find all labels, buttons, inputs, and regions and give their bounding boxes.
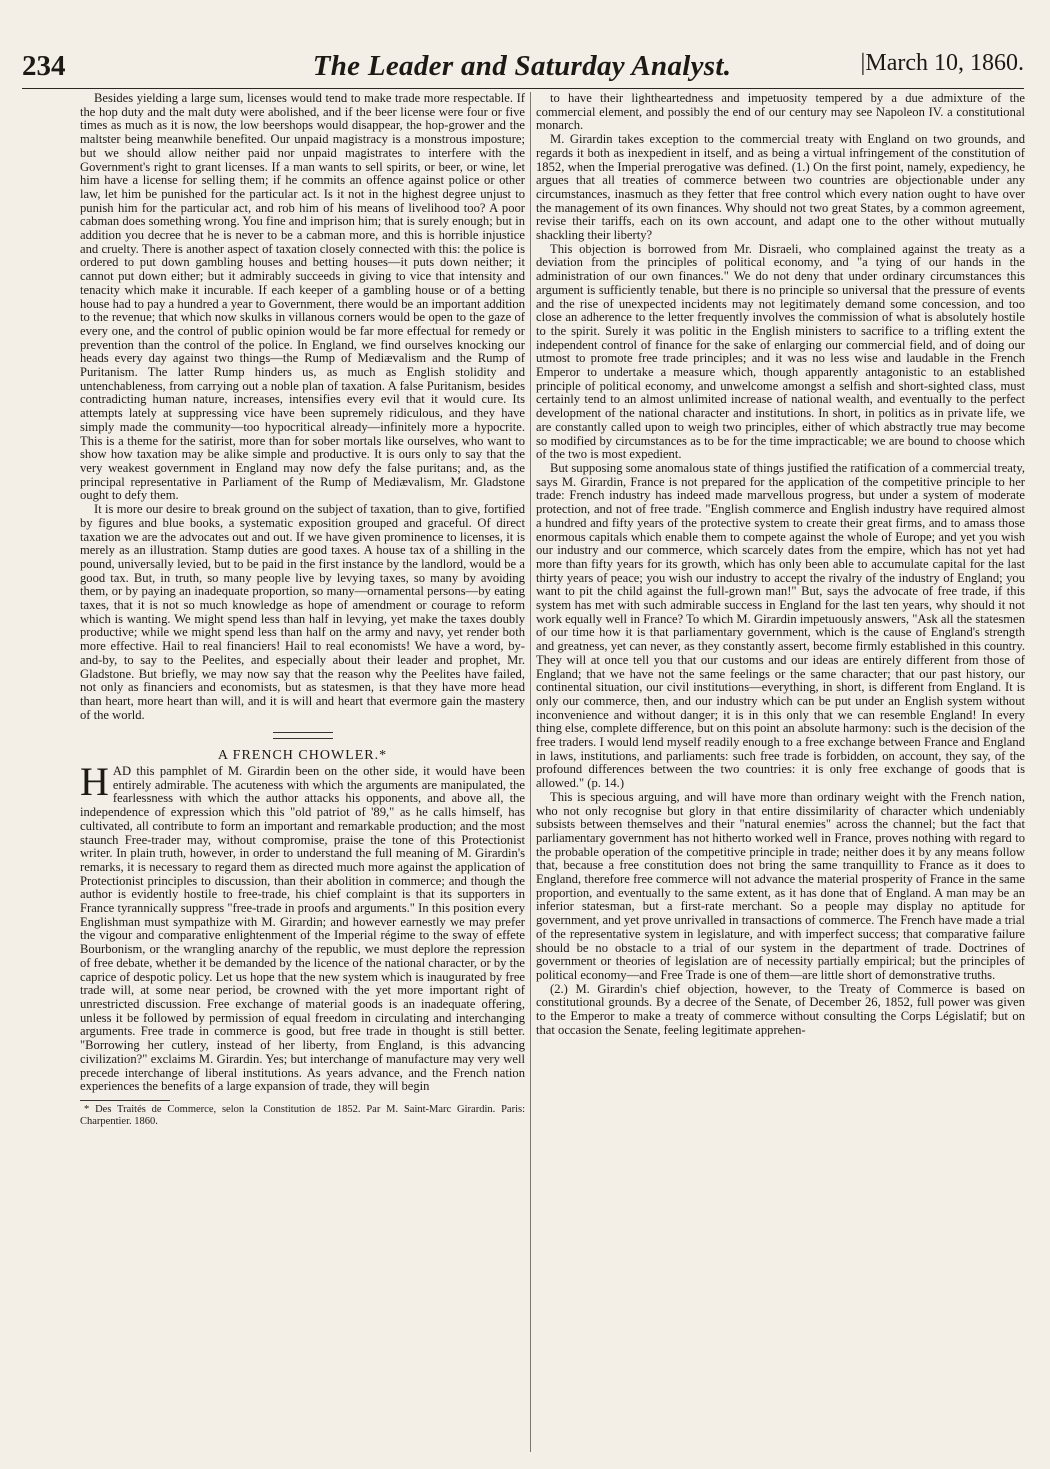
right-paragraph-4: But supposing some anomalous state of things justified the ratification of a commercial treaty, says M. Girardin, France is not prepared for the application of the competitive principle to her trade: French industry has indeed made marvellous progress, but under a system of moderate protection, and not of free trade. "English commerce and English industry have required almost a hundred and fifty years of the protective system to create their great firms, and to amass those enormous capitals which enable them to compete against the whole of Europe; and yet you wish our industry and our commerce, which scarcely dates from the empire, which has not yet had more than fifty years for its growth, which has only been able to accumulate capital for the last thirty years of peace; you wish our industry to accept the rivalry of the industry of England; you want to pit the child against the full-grown man!" But, says the advocate of free trade, if this system has met with such admirable success in England for the last ten years, why should it not work equally well in France? To which M. Girardin impetuously answers, "Ask all the statesmen of our time how it is that parliamentary government, which is the cause of England's strength and greatness, yet can never, as they constantly assert, become firmly established in this country. They will at once tell you that our customs and our ideas are entirely different from those of England; that we have not the same feelings or the same character; that our past history, our continental situation, our civil institutions—everything, in short, is different from England. It is only our commerce, then, and our industry which can be put under an English system without inconvenience and without danger; it is in this only that we can resemble England! In every thing else, complete difference, but on this point an absolute harmony: such is the decision of the free traders. I would lend myself readily enough to a free exchange between France and England in laws, institutions, and parliaments: such free trade is forbidden, on account, they say, of the profound differences between the two countries: it is only free exchange of goods that is allowed." (p. 14.)	[536, 460, 1025, 791]
section-divider	[273, 732, 333, 739]
footnote	[80, 1104, 525, 1128]
right-paragraph-5: This is specious arguing, and will have more than ordinary weight with the French nation, who not only recognise but glory in that entire dissimilarity of character which undeniably subsists between themselves and their "natural enemies" across the channel; but the fact that parliamentary government has not hitherto worked well in France, proves nothing with regard to the probable operation of the competitive principle in trade; neither does it by any means follow that, because a free constitution does not bring the same tranquillity to France as it does to England, therefore free commerce will not advance the material prosperity of France in the same proportion, and eventually to the same extent, as it has done that of England. A man may be an inferior statesman, but a first-rate merchant. So a people may display no aptitude for government, and yet prove unrivalled in transactions of commerce. The French have made a trial of the representative system in legislature, and with imperfect success; that comparative failure should be no obstacle to a trial of our system in the department of trade. Doctrines of government or theories of legislation are of necessity partially empirical; but the principles of political economy—and Free Trade is one of them—are little short of demonstrative truths.	[536, 789, 1025, 982]
right-column	[536, 92, 1025, 1459]
right-paragraph-1: to have their lightheartedness and impetuosity tempered by a due admixture of the commercial element, and possibly the end of our century may see Napoleon IV. a constitutional monarch.	[536, 92, 1025, 133]
left-column	[80, 92, 525, 1459]
footnote-text: * Des Traités de Commerce, selon la Constitution de 1852. Par M. Saint-Marc Girardin. Paris: Charpentier. 1860.	[80, 1103, 525, 1127]
column-rule	[530, 92, 531, 1452]
left-paragraph-2: It is more our desire to break ground on the subject of taxation, than to give, fortified by figures and blue books, a systematic exposition grouped and graceful. Of direct taxation we are the advocates out and out. If we have given prominence to licenses, it is merely as an illustration. Stamp duties are good taxes. A house tax of a shilling in the pound, universally levied, but to be paid in the first instance by the landlord, would be a good tax. But, in truth, so many people live by levying taxes, so many by avoiding them, or by paying an inadequate proportion, so many—ornamental persons—by eating taxes, that it is not so much knowledge as hope of amendment or courage to reform which is wanting. We might spend less than half in levying, yet make the taxes doubly productive; while we might spend less than half on the army and navy, yet render both more effective. Hail to real financiers! Hail to real economists! We have a word, by-and-by, to say to the Peelites, and especially about their leader and prophet, Mr. Gladstone. But briefly, we may now say that the reason why the Peelites have failed, not only as financiers and economists, but as statesmen, is that they have more head than heart, more heart than will, and it is will and heart that evermore gain the mastery of the world.	[80, 502, 525, 722]
article-first-text: AD this pamphlet of M. Girardin been on the other side, it would have been entirely admirable. The acuteness with which the arguments are manipulated, the fearlessness with which the author attacks his opponents, and above all, the independence of expression which this "old patriot of '89," as he calls himself, has cultivated, all contribute to form an important and remarkable production; and the most staunch Free-trader may, without compromise, praise the tone of this Protectionist writer. In plain truth, however, in order to understand the full meaning of M. Girardin's remarks, it is necessary to regard them as directed much more against the application of Protectionist principles to discussion, than their abolition in commerce; and though the author is evidently hostile to free-trade, his chief complaint is that its supporters in France tyrannically suppress "free-trade in proofs and arguments." In this position every Englishman must sympathize with M. Girardin; and however earnestly we may prefer the vigour and comparative enlightenment of the Imperial régime to the sway of effete Bourbonism, or the wrangling anarchy of the republic, we must deplore the repression of free debate, whether it be demanded by the licence of the national character, or by the caprice of despotic policy. Let us hope that the new system which is inaugurated by free trade will, at some near period, be crowned with the yet more important right of unrestricted discussion. Free exchange of material goods is an inadequate offering, unless it be followed by permission of equal freedom in circulating and interchanging arguments. Free trade in commerce is good, but free trade in thought is still better. "Borrowing her cutlery, instead of her liberty, from England, is this advancing civilization?" exclaims M. Girardin. Yes; but interchange of manufacture may very well precede interchange of liberal institutions. As years advance, and the French nation experiences the benefits of a large expansion of trade, they will begin	[80, 764, 525, 1094]
page-header	[22, 48, 1024, 89]
drop-cap: H	[80, 759, 109, 805]
left-paragraph-1: Besides yielding a large sum, licenses would tend to make trade more respectable. If the hop duty and the malt duty were abolished, and if the beer license were four or five times as much as it is now, the low beershops would disappear, the hop-grower and the maltster being meanwhile benefited. Our unpaid magistracy is a monstrous imposture; but we should allow neither paid nor unpaid magistrates to interfere with the Government's right to grant licenses. If a man wants to sell spirits, or beer, or wine, let him have a license for selling them; if he commits an offence against police or other law, let him be punished for the particular act. Is it not in the highest degree unjust to punish him for the particular act, and rob him of his means of livelihood too? A poor cabman does something wrong. You fine and imprison him; that is surely enough; but in addition you decree that he is never to be a cabman more, and this is horrible injustice and cruelty. There is another aspect of taxation closely connected with this: the police is ordered to put down gambling houses and betting houses—it puts down neither; it cannot put down either; but it admirably succeeds in giving to vice that intensity and tenacity which make it incurable. If each keeper of a gambling house or of a betting house had to pay a hundred a year to Government, there would be an important addition to the revenue; that which now skulks in villanous corners would be open to the gaze of every one, and the control of public opinion would be far more effectual for remedy or prevention than the control of the police. In England, we find ourselves knocking our heads every day against two things—the Rump of Mediævalism and the Rump of Puritanism. The latter Rump hinders us, as much as English stolidity and untenchableness, from carrying out a noble plan of taxation. A false Puritanism, besides contradicting human nature, increases, intensifies every evil that it would cure. Its attempts lately at suppressing vice have been supremely ridiculous, and they have simply made the community—too hypocritical already—infinitely more a hypocrite. This is a theme for the satirist, more than for sober mortals like ourselves, who want to show how taxation may be alike simple and productive. It is ours only to say that the very weakest government in England may now defy the false puritans; and, as the principal representative in Parliament of the Rump of Mediævalism, Mr. Gladstone ought to defy them.	[80, 92, 525, 503]
issue-date-text: March 10, 1860.	[865, 50, 1024, 76]
page-number: 234	[22, 50, 66, 82]
right-paragraph-2: M. Girardin takes exception to the commercial treaty with England on two grounds, and regards it both as inexpedient in itself, and as being a virtual infringement of the constitution of 1852, when the Imperial prerogative was defined. (1.) On the first point, namely, expediency, he argues that all treaties of commerce between two countries are objectionable under any circumstances, inasmuch as they fetter that free control which every nation ought to have over the management of its own finances. Why should not two great States, by a common agreement, revise their tariffs, each on its own account, and adapt one to the other without mutually shackling their liberty?	[536, 132, 1025, 243]
right-paragraph-3: This objection is borrowed from Mr. Disraeli, who complained against the treaty as a deviation from the principles of political economy, and "a tying of our hands in the administration of our own finances." We do not deny that under ordinary circumstances this argument is sufficiently tenable, but there is no principle so universal that the pressure of events and the rise of unexpected incidents may not legitimately demand some concession, and too close an adherence to the letter frequently involves the commission of what is absolutely hostile to the spirit. Surely it was politic in the English ministers to sacrifice to a trifling extent the independent control of finance for the sake of enlarging our commercial field, and of doing our utmost to promote free trade principles; and it was no less wise and laudable in the French Emperor to undertake a measure which, though apparently antagonistic to an established principle of political economy, and unwelcome amongst a selfish and short-sighted class, must certainly tend to an almost unlimited increase of national wealth, and eventually to the perfect development of the national character and institutions. In short, in politics as in private life, we are constantly called upon to weigh two principles, either of which abstractly true may become so modified by circumstances as to be for the time impracticable; we are bound to choose which of the two is most expedient.	[536, 241, 1025, 462]
article-first-paragraph	[80, 759, 525, 1094]
right-paragraph-6: (2.) M. Girardin's chief objection, however, to the Treaty of Commerce is based on constitutional grounds. By a decree of the Senate, of December 26, 1852, full power was given to the Emperor to make a treaty of commerce without consulting the Corps Législatif; but on that occasion the Senate, feeling legitimate apprehen-	[536, 981, 1025, 1037]
issue-date: |March 10, 1860.	[860, 50, 1024, 76]
publication-title: The Leader and Saturday Analyst.	[312, 50, 732, 82]
article-heading: A FRENCH CHOWLER.*	[217, 748, 388, 764]
footnote-rule	[80, 1100, 170, 1101]
